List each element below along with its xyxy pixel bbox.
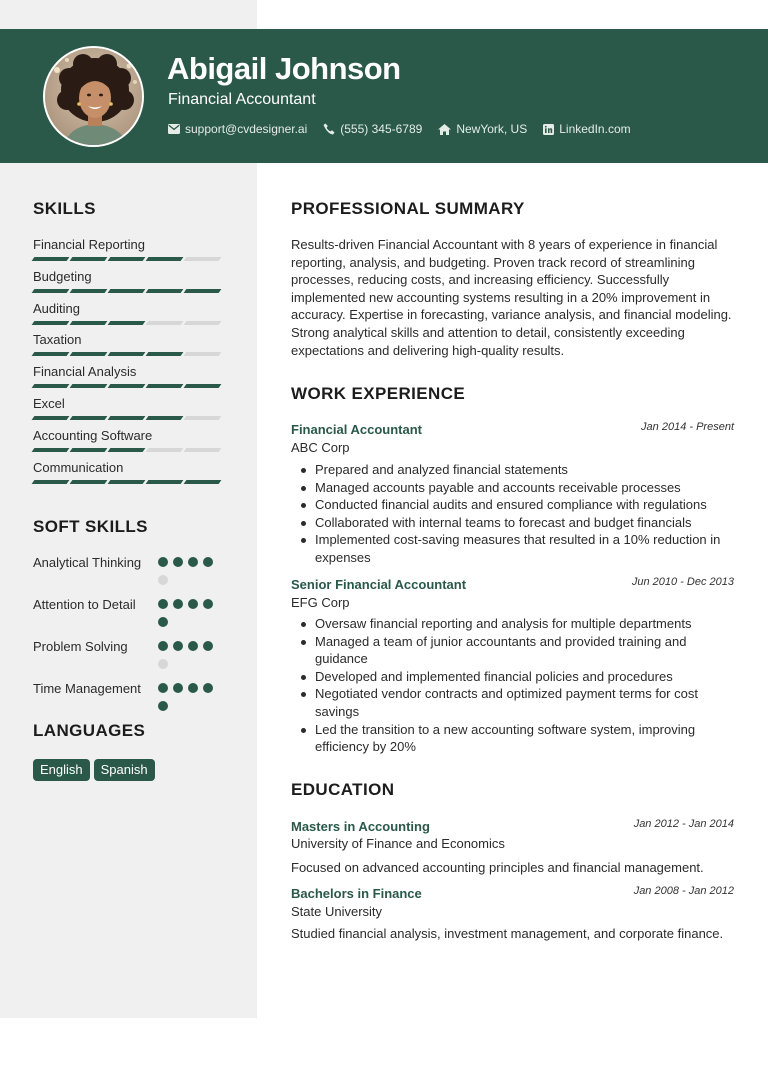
skills-heading: SKILLS [33, 199, 96, 218]
soft-skill-name: Problem Solving [33, 639, 128, 654]
skill-segment-filled [108, 257, 146, 261]
language-tag: Spanish [94, 759, 155, 781]
skill-segment-filled [32, 289, 70, 293]
skill-segment-filled [108, 384, 146, 388]
language-tag: English [33, 759, 90, 781]
job-bullet: Negotiated vendor contracts and optimized payment terms for cost savings [298, 685, 738, 720]
linkedin-text: LinkedIn.com [559, 122, 631, 136]
soft-skill-item [33, 554, 223, 593]
skill-level-bar [33, 384, 223, 388]
skill-item [33, 395, 223, 427]
skill-segment-filled [108, 448, 146, 452]
edu-dates: Jan 2012 - Jan 2014 [633, 818, 734, 830]
skill-name: Auditing [33, 300, 80, 316]
job-bullets [298, 461, 738, 567]
skill-item [33, 363, 223, 395]
soft-skill-item [33, 680, 223, 719]
education-heading: EDUCATION [291, 780, 395, 799]
soft-skill-item [33, 638, 223, 677]
phone-text: (555) 345-6789 [340, 122, 423, 136]
skill-segment-filled [32, 352, 70, 356]
soft-skill-item [33, 596, 223, 635]
job-bullet: Oversaw financial reporting and analysis for multiple departments [298, 615, 738, 633]
languages-heading: LANGUAGES [33, 721, 146, 740]
skill-segment-filled [32, 416, 70, 420]
languages-list [33, 759, 155, 781]
skill-name: Financial Reporting [33, 237, 146, 252]
rating-dot-filled [158, 701, 168, 711]
skill-segment-filled [70, 480, 108, 484]
rating-dot-filled [173, 641, 183, 651]
skill-segment-filled [146, 384, 184, 388]
rating-dot-filled [203, 599, 213, 609]
contact-email[interactable] [168, 122, 307, 136]
skill-segment-filled [108, 289, 146, 293]
skill-segment-filled [146, 257, 184, 261]
skill-level-bar [33, 257, 223, 261]
job-position: Senior Financial Accountant [291, 577, 467, 592]
job-bullet: Managed a team of junior accountants and provided training and guidance [298, 633, 738, 668]
skill-segment-empty [184, 448, 222, 452]
skill-level-bar [33, 352, 223, 356]
edu-description: Focused on advanced accounting principles and financial management. [291, 860, 704, 875]
skill-segment-empty [184, 416, 222, 420]
edu-description: Studied financial analysis, investment management, and corporate finance. [291, 926, 724, 941]
skill-segment-filled [108, 321, 146, 325]
skill-level-bar [33, 289, 223, 293]
soft-skill-name: Analytical Thinking [33, 555, 142, 570]
skill-level-bar [33, 448, 223, 452]
skill-segment-filled [146, 416, 184, 420]
skill-name: Budgeting [33, 268, 92, 284]
skill-item [33, 427, 223, 459]
skill-segment-filled [108, 416, 146, 420]
envelope-icon [168, 124, 180, 134]
skill-segment-filled [184, 384, 222, 388]
header-banner [0, 29, 768, 163]
rating-dot-filled [158, 683, 168, 693]
skill-segment-filled [70, 352, 108, 356]
contact-linkedin[interactable] [543, 122, 630, 136]
soft-skill-rating [158, 638, 218, 677]
skill-name: Excel [33, 395, 65, 411]
job-company: EFG Corp [291, 595, 350, 610]
skill-segment-empty [146, 321, 184, 325]
skill-segment-filled [184, 289, 222, 293]
skill-item [33, 268, 223, 300]
rating-dot-filled [203, 641, 213, 651]
skill-segment-filled [32, 257, 70, 261]
skills-list [33, 236, 223, 490]
soft-skill-name: Attention to Detail [33, 597, 136, 612]
rating-dot-filled [203, 683, 213, 693]
skill-segment-filled [32, 448, 70, 452]
skill-name: Taxation [33, 332, 82, 348]
soft-skill-rating [158, 596, 218, 635]
skill-name: Financial Analysis [33, 364, 137, 380]
home-icon [438, 124, 451, 135]
rating-dot-filled [188, 557, 198, 567]
soft-skill-rating [158, 680, 218, 719]
phone-icon [323, 123, 335, 135]
soft-skill-rating [158, 554, 218, 593]
skill-name: Communication [33, 459, 124, 475]
candidate-name: Abigail Johnson [167, 51, 401, 86]
rating-dot-empty [158, 659, 168, 669]
skill-segment-filled [70, 448, 108, 452]
skill-level-bar [33, 321, 223, 325]
skill-segment-filled [108, 480, 146, 484]
skill-segment-filled [70, 416, 108, 420]
contact-location [438, 122, 527, 136]
soft-skills-list [33, 554, 223, 722]
rating-dot-empty [158, 575, 168, 585]
skill-item [33, 331, 223, 363]
rating-dot-filled [158, 617, 168, 627]
rating-dot-filled [188, 599, 198, 609]
rating-dot-filled [158, 599, 168, 609]
skill-item [33, 236, 223, 268]
skill-segment-filled [32, 480, 70, 484]
job-company: ABC Corp [291, 440, 350, 455]
avatar-illustration [45, 48, 144, 147]
edu-degree: Bachelors in Finance [291, 886, 422, 901]
profile-photo [43, 46, 144, 147]
job-dates: Jan 2014 - Present [641, 421, 734, 433]
skill-level-bar [33, 480, 223, 484]
skill-item [33, 300, 223, 332]
job-title: Financial Accountant [168, 91, 316, 108]
soft-skills-heading: SOFT SKILLS [33, 517, 148, 536]
job-bullet: Collaborated with internal teams to forecast and budget financials [298, 514, 738, 532]
skill-level-bar [33, 416, 223, 420]
skill-segment-filled [70, 289, 108, 293]
contact-phone[interactable] [323, 122, 422, 136]
job-bullet: Implemented cost-saving measures that resulted in a 10% reduction in expenses [298, 531, 738, 566]
summary-heading: PROFESSIONAL SUMMARY [291, 199, 525, 218]
location-text: NewYork, US [456, 122, 528, 136]
skill-segment-filled [146, 352, 184, 356]
soft-skill-name: Time Management [33, 681, 141, 696]
rating-dot-filled [158, 641, 168, 651]
job-bullet: Conducted financial audits and ensured compliance with regulations [298, 496, 738, 514]
rating-dot-filled [173, 599, 183, 609]
skill-segment-filled [108, 352, 146, 356]
skill-segment-filled [184, 480, 222, 484]
contact-bar [168, 122, 647, 136]
job-dates: Jun 2010 - Dec 2013 [631, 576, 734, 588]
skill-segment-filled [32, 384, 70, 388]
skill-segment-filled [70, 321, 108, 325]
edu-school: State University [291, 904, 383, 919]
job-bullets [298, 615, 738, 756]
edu-dates: Jan 2008 - Jan 2012 [633, 885, 734, 897]
edu-school: University of Finance and Economics [291, 836, 505, 851]
rating-dot-filled [173, 557, 183, 567]
skill-item [33, 459, 223, 491]
job-bullet: Managed accounts payable and accounts receivable processes [298, 479, 738, 497]
skill-segment-empty [146, 448, 184, 452]
rating-dot-filled [173, 683, 183, 693]
job-bullet: Led the transition to a new accounting software system, improving efficiency by 20% [298, 721, 738, 756]
job-bullet: Prepared and analyzed financial statements [298, 461, 738, 479]
skill-segment-empty [184, 352, 222, 356]
rating-dot-filled [158, 557, 168, 567]
skill-segment-empty [184, 321, 222, 325]
summary-text: Results-driven Financial Accountant with 8 years of experience in financial reporting, analysis, and budgeting. Proven track record of streamlining processes, reducing costs, and increasing efficiency. Successfully implemented new accounting systems resulting in a 20% improvement in accuracy. Expertise in forecasting, variance analysis, and financial modeling. Strong analytical skills and attention to detail, consistently exceeding expectations and delivering high-quality results. [291, 237, 732, 358]
rating-dot-filled [203, 557, 213, 567]
job-bullet: Developed and implemented financial policies and procedures [298, 668, 738, 686]
skill-segment-filled [70, 384, 108, 388]
work-heading: WORK EXPERIENCE [291, 384, 466, 403]
skill-segment-filled [70, 257, 108, 261]
skill-segment-empty [184, 257, 222, 261]
edu-degree: Masters in Accounting [291, 819, 430, 834]
skill-name: Accounting Software [33, 427, 153, 443]
skill-segment-filled [146, 289, 184, 293]
rating-dot-filled [188, 641, 198, 651]
skill-segment-filled [32, 321, 70, 325]
job-position: Financial Accountant [291, 422, 422, 437]
rating-dot-filled [188, 683, 198, 693]
skill-segment-filled [146, 480, 184, 484]
email-text: support@cvdesigner.ai [185, 122, 308, 136]
linkedin-icon [543, 124, 554, 135]
